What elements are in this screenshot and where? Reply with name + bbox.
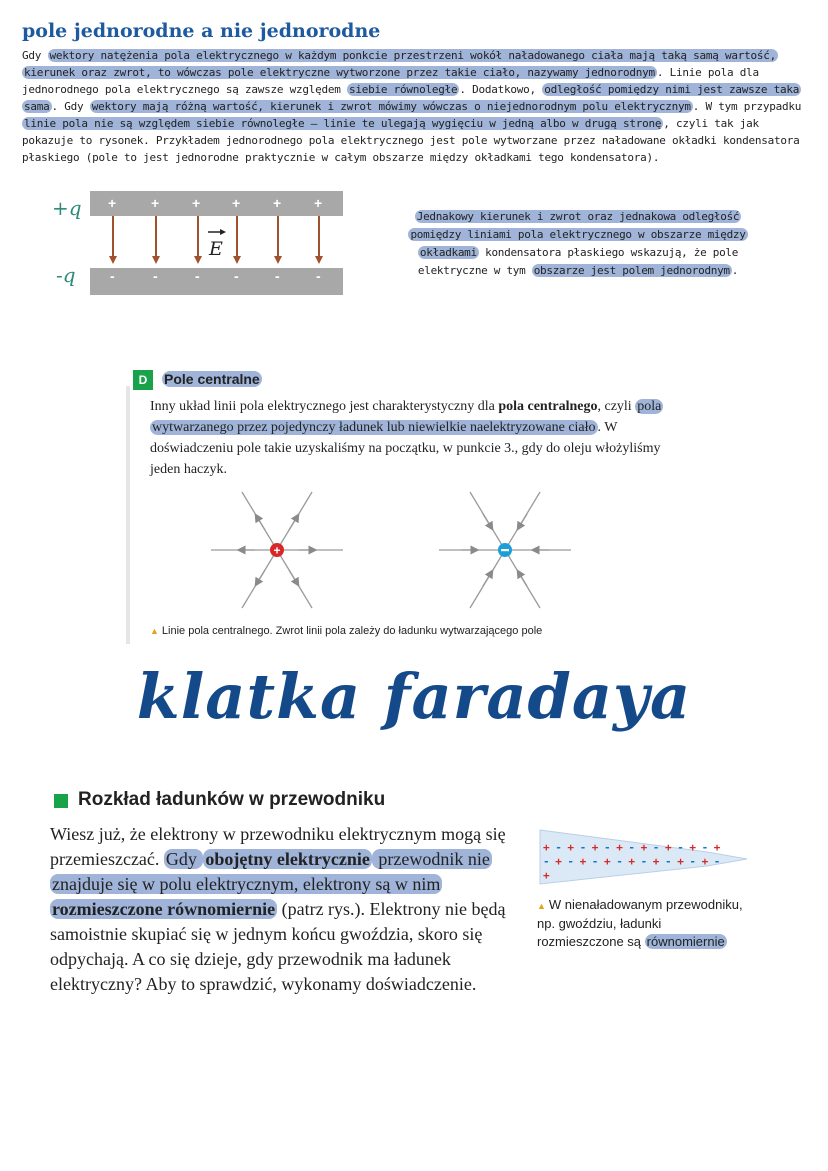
plus-charge-icon: + xyxy=(713,841,721,854)
green-square-icon xyxy=(54,794,68,808)
plus-charge-icon: + xyxy=(604,855,611,868)
text-run: . xyxy=(731,264,739,277)
minus-charge-icon: - xyxy=(628,841,636,854)
central-field-diagrams xyxy=(205,490,575,615)
minus-charge-icon: - xyxy=(713,855,721,868)
positive-plate xyxy=(90,191,343,216)
minus-charge-icon: - xyxy=(604,841,611,854)
text-run: (patrz rys.). Elektrony nie będą samoistnie skupiać się w jednym końcu gwoździa, skoro się odpychają. A co się dzieje, gdy przewodnik ma ładunek elektryczny? Aby to sprawdzić, wykonamy doświadczenie. xyxy=(50,899,506,994)
text-run: wektory natężenia pola elektrycznego w każdym ponkcie przestrzeni wokół naładowanego ciała mają taką samą wartość, kierunek oraz zwrot, to wówczas pole elektryczne wytworzone przez takie ciało, nazywamy jednorodnym xyxy=(24,49,776,79)
minus-charge-icon: - xyxy=(567,855,575,868)
capacitor-diagram xyxy=(50,188,350,300)
minus-charge-icon: - xyxy=(579,841,587,854)
svg-text:+: + xyxy=(232,195,241,211)
minus-charge-icon: - xyxy=(701,841,709,854)
text-run: . Linie pola dla jednorodnego pola elektrycznego są zawsze względem xyxy=(22,66,759,96)
minus-charge-icon: - xyxy=(677,841,684,854)
minus-charge-icon: - xyxy=(616,855,623,868)
text-run: . Gdy xyxy=(51,100,90,113)
minus-charge-icon: - xyxy=(591,855,599,868)
e-vector-arrow-icon xyxy=(208,229,226,235)
plus-charge-icon: + xyxy=(640,841,648,854)
nail-caption xyxy=(537,896,747,951)
box-caption: ▲ Linie pola centralnego. Zwrot linii pola zależy do ładunku wytwarzającego pole xyxy=(150,625,543,637)
svg-text:-: - xyxy=(275,268,280,284)
plus-charge-icon: + xyxy=(555,855,562,868)
text-run: linie pola nie są względem siebie równoległe – linie te ulegają wygięciu w jedną albo w drugą stronę xyxy=(24,117,662,130)
text-run: Jednakowy kierunek i zwrot oraz jednakowa odległość pomiędzy liniami pola elektrycznego w obszarze między okładkami xyxy=(410,210,746,259)
plus-charge-icon: + xyxy=(616,841,623,854)
caption-triangle-icon: ▲ xyxy=(150,626,159,636)
box-body xyxy=(150,396,690,480)
svg-text:+: + xyxy=(151,195,160,211)
svg-text:+: + xyxy=(192,195,201,211)
text-run: , czyli xyxy=(597,399,636,414)
section-title-uniform-field: pole jednorodne a nie jednorodne xyxy=(22,20,381,42)
plus-charge-icon: + xyxy=(677,855,684,868)
text-run: , czyli tak jak pokazuje to rysonek. Przykładem jednorodnego pola elektrycznego jest pole wytworzane przez naładowane okładki kondensatora płaskiego (pole to jest jednorodne praktycznie w całym obszarze między okładkami tego kondensatora). xyxy=(22,117,800,164)
text-run: obojętny elektrycznie xyxy=(205,849,370,869)
faraday-cage-title: klatka faradaya xyxy=(136,660,692,733)
minus-charge-icon: - xyxy=(665,855,672,868)
svg-text:+: + xyxy=(273,195,282,211)
charge-distribution-title: Rozkład ładunków w przewodniku xyxy=(78,789,386,810)
text-run: W nienaładowanym przewodniku, np. gwoździu, ładunki rozmieszczone są xyxy=(537,897,743,949)
plus-charge-icon: + xyxy=(665,841,672,854)
text-run: Inny układ linii pola elektrycznego jest charakterystyczny dla xyxy=(150,399,499,414)
box-side-bar xyxy=(126,386,130,644)
negative-plate xyxy=(90,268,343,295)
plus-charge-icon: + xyxy=(567,841,575,854)
text-run: Gdy xyxy=(165,849,202,869)
text-run: równomiernie xyxy=(646,934,725,949)
plus-charge-icon: + xyxy=(543,869,550,882)
box-title: Pole centralne xyxy=(164,371,260,387)
intro-paragraph xyxy=(22,47,807,166)
capacitor-caption xyxy=(388,208,768,280)
minus-charge-icon: - xyxy=(689,855,697,868)
plus-q-label: +q xyxy=(52,196,82,220)
plus-charge-icon: + xyxy=(689,841,697,854)
text-run: . Dodatkowo, xyxy=(459,83,543,96)
plus-charge-icon: + xyxy=(628,855,636,868)
text-run: . W doświadczeniu pole takie uzyskaliśmy na początku, w punkcie 3., gdy do oleju włożyliśmy jeden haczyk. xyxy=(150,420,661,477)
nail-diagram xyxy=(537,828,752,886)
box-badge: D xyxy=(133,370,153,390)
svg-text:+: + xyxy=(273,543,281,558)
minus-charge-icon: - xyxy=(555,841,562,854)
svg-text:+: + xyxy=(108,195,117,211)
text-run: przewodnik nie znajduje się w polu elektrycznym, elektrony są w nim xyxy=(52,849,490,894)
minus-charge-icon: - xyxy=(640,855,648,868)
charge-distribution-body xyxy=(50,822,520,997)
text-run: odległość pomiędzy nimi jest zawsze taka sama xyxy=(24,83,800,113)
text-run: Gdy xyxy=(22,49,48,62)
e-vector-label: E xyxy=(209,238,223,260)
plus-charge-icon: + xyxy=(652,855,660,868)
plus-charge-icon: + xyxy=(579,855,587,868)
text-run: obszarze jest polem jednorodnym xyxy=(533,264,730,277)
plus-charge-icon: + xyxy=(543,841,550,854)
text-run: wektory mają różną wartość, kierunek i zwrot mówimy wówczas o niejednorodnym polu elektrycznym xyxy=(91,100,691,113)
minus-q-label: -q xyxy=(56,263,76,287)
caption-triangle-icon: ▲ xyxy=(537,901,546,911)
text-run: pola centralnego xyxy=(498,399,598,414)
text-run: pola wytwarzanego przez pojedynczy ładunek lub niewielkie naelektryzowane ciało xyxy=(152,399,662,435)
text-run: rozmieszczone równomiernie xyxy=(52,899,276,919)
svg-text:-: - xyxy=(110,268,115,284)
text-run: kondensatora płaskiego wskazują, że pole elektryczne w tym xyxy=(417,246,739,277)
text-run: Wiesz już, że elektrony w przewodniku elektrycznym mogą się przemieszczać. xyxy=(50,824,506,869)
svg-text:+: + xyxy=(314,195,323,211)
svg-text:-: - xyxy=(195,268,200,284)
minus-charge-icon: - xyxy=(652,841,660,854)
plus-charge-icon: + xyxy=(591,841,599,854)
svg-text:-: - xyxy=(316,268,321,284)
plus-charge-icon: + xyxy=(701,855,709,868)
text-run: siebie równoległe xyxy=(349,83,458,96)
text-run: . W tym przypadku xyxy=(692,100,802,113)
svg-text:-: - xyxy=(153,268,158,284)
svg-text:-: - xyxy=(234,268,239,284)
minus-charge-icon: - xyxy=(543,855,550,868)
